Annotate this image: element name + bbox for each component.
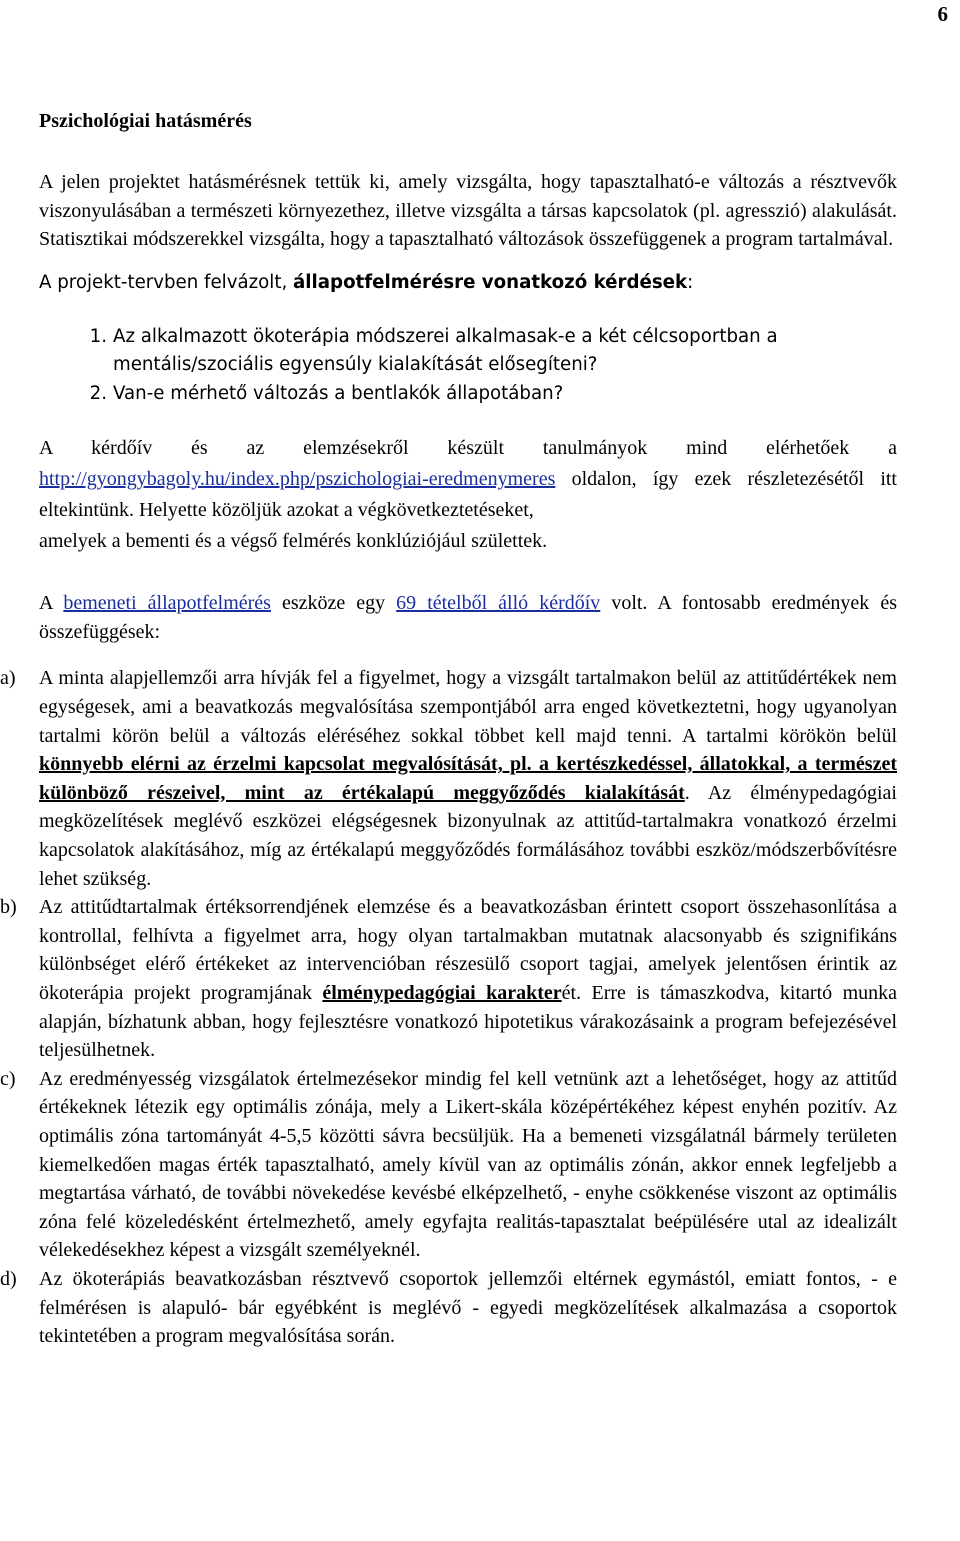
finding-d bbox=[0, 1265, 897, 1351]
finding-text: Az eredményesség vizsgálatok értelmezésekor mindig fel kell vetnünk azt a lehetőséget, hogy az attitűd értékeknek létezik egy optimális zónája, mely a Likert-skála középértékéhez képest enyhén pozitív. Az optimális zóna tartományát 4-5,5 közötti sávra becsüljük. Ha a bemeneti vizsgálatnál bármely területen kiemelkedően magas érték tapasztalható, amely kívül van az optimális zónán, akkor ennek legfeljebb a megtartása várható, de további növekedése kevésbé elképzelhető, - enyhe csökkenése viszont az optimális zóna felé közeledésként értelmezhető, amely egyfajta realitás-tapasztalat beépülésére utal az idealizált vélekedésekhez képest a vizsgált személyeknél. bbox=[39, 1067, 897, 1262]
results-text: A bbox=[39, 592, 64, 615]
finding-text bbox=[39, 664, 897, 893]
survey-last-line: amelyek a bementi és a végső felmérés konklúziójául születtek. bbox=[39, 530, 548, 553]
results-text: volt. A fontosabb eredmények és összefüggések: bbox=[39, 592, 897, 643]
finding-c bbox=[0, 1065, 897, 1265]
question-number: 2. bbox=[89, 382, 107, 404]
document-body bbox=[0, 106, 897, 1351]
finding-span: ét. Erre is támaszkodva, kitartó munka alapján, bízhatunk abban, hogy fejlesztésre vonatkozó hipotetikus várakozásaink a program befejezésével teljesülhetnek. bbox=[39, 982, 897, 1062]
list-item bbox=[39, 323, 897, 380]
project-questions-heading bbox=[39, 269, 897, 297]
finding-emphasis: élménypedagógiai karakter bbox=[322, 982, 562, 1004]
question-number: 1. bbox=[89, 325, 107, 347]
section-title: Pszichológiai hatásmérés bbox=[39, 110, 252, 132]
survey-prefix: A kérdőív és az elemzésekről készült tanulmányok mind elérhetőek a bbox=[39, 437, 897, 460]
input-assessment-link[interactable]: bemeneti állapotfelmérés bbox=[63, 592, 271, 615]
results-text: eszköze egy bbox=[270, 592, 397, 615]
results-paragraph bbox=[39, 589, 897, 646]
question-text: Az alkalmazott ökoterápia módszerei alkalmasak-e a két célcsoportban a mentális/szociális egyensúly kialakítását elősegíteni? bbox=[113, 325, 778, 376]
finding-emphasis: könnyebb elérni az érzelmi kapcsolat megvalósítását, pl. a kertészkedéssel, állatokkal, a természet különböző részeivel, mint az értékalapú meggyőződés kialakítását bbox=[39, 753, 897, 804]
finding-label: d) bbox=[0, 1267, 17, 1290]
survey-middle: oldalon, így ezek részletezésétől itt eltekintünk. Helyette közöljük azokat a végkövetkeztetéseket, bbox=[39, 468, 897, 522]
finding-label: b) bbox=[0, 896, 17, 919]
finding-a bbox=[0, 664, 897, 893]
intro-paragraph: A jelen projektet hatásmérésnek tettük ki, amely vizsgálta, hogy tapasztalható-e változás a résztvevők viszonyulásában a természeti környezethez, illetve vizsgálta a társas kapcsolatok (pl. agresszió) alakulását. Statisztikai módszerekkel vizsgálta, hogy a tapasztalható változások összefüggenek a program tartalmával. bbox=[39, 171, 897, 251]
question-text: Van-e mérhető változás a bentlakók állapotában? bbox=[113, 382, 564, 404]
finding-label: a) bbox=[0, 667, 16, 690]
survey-link[interactable]: http://gyongybagoly.hu/index.php/pszichologiai-eredmenymeres bbox=[39, 468, 556, 491]
findings-list bbox=[0, 664, 897, 1350]
finding-span: Az attitűdtartalmak értéksorrendjének elemzése és a beavatkozásban érintett csoport összehasonlítása a kontrollal, felhívta a figyelmet arra, hogy olyan tartalmakban mutatnak alacsonyabb és szignifikáns különbséget elérő értékeket az intervencióban részesülő csoport tagjai, amelyek jelentősen érintik az ökoterápia projekt programjának bbox=[39, 896, 897, 1004]
finding-span: A minta alapjellemzői arra hívják fel a figyelmet, hogy a vizsgált tartalmakon belül az attitűdértékek nem egységesek, ami a beavatkozás megvalósítása szempontjából arra enged következtetni, hogy ugyanolyan tartalmi körön belül a változás eléréséhez sokkal többet kell majd tenni. A tartalmi körökön belül bbox=[39, 667, 897, 747]
finding-span: . Az élménypedagógiai megközelítések meglévő eszközei elégségesnek bizonyulnak az attitűd-tartalmakra vonatkozó érzelmi kapcsolatok alakításához, míg az értékalapú meggyőződés formálásához további eszköz/módszerbővítésre lehet szükség. bbox=[39, 781, 897, 890]
questionnaire-link[interactable]: 69 tételből álló kérdőív bbox=[396, 592, 601, 615]
project-bold: állapotfelmérésre vonatkozó kérdések bbox=[293, 271, 688, 293]
question-list bbox=[39, 323, 897, 409]
finding-text: Az ökoterápiás beavatkozásban résztvevő csoportok jellemzői eltérnek egymástól, emiatt fontos, - e felmérésen is alapuló- bár egyébként is meglévő - egyedi megközelítések alkalmazása a csoportok tekintetében a program megvalósítása során. bbox=[39, 1267, 897, 1348]
page-number: 6 bbox=[937, 2, 948, 26]
survey-paragraph bbox=[39, 433, 897, 526]
list-item bbox=[39, 380, 897, 409]
finding-label: c) bbox=[0, 1067, 16, 1090]
project-prefix: A projekt-tervben felvázolt, bbox=[39, 271, 294, 293]
project-suffix: : bbox=[687, 271, 694, 293]
finding-text bbox=[39, 893, 897, 1065]
finding-b bbox=[0, 893, 897, 1065]
